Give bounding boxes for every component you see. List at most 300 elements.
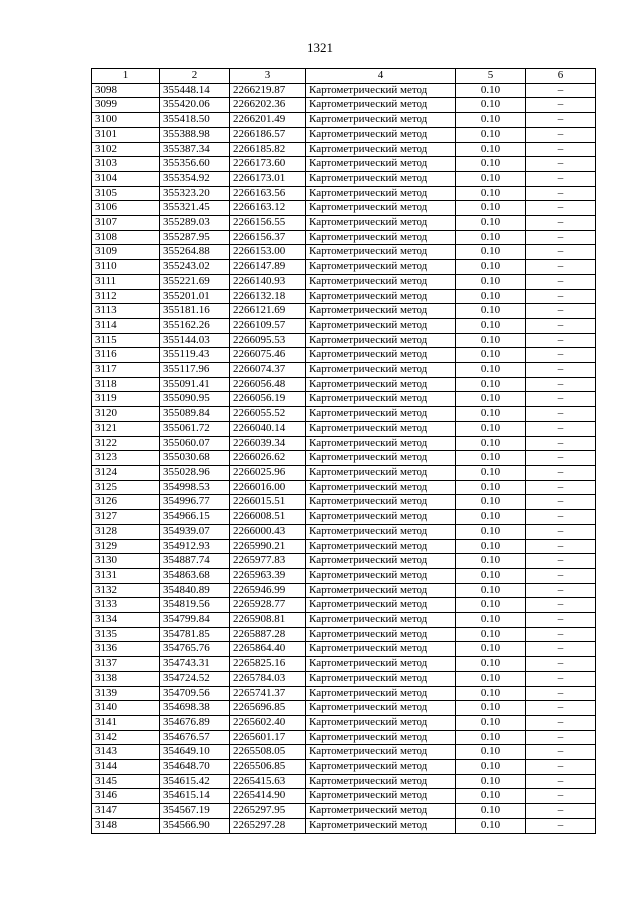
x-coordinate-cell: 354615.14 [160, 789, 230, 804]
y-coordinate-cell: 2265825.16 [230, 657, 306, 672]
point-number-cell: 3142 [92, 730, 160, 745]
point-number-cell: 3100 [92, 113, 160, 128]
point-number-cell: 3138 [92, 671, 160, 686]
table-row [92, 804, 596, 819]
note-cell: – [526, 230, 596, 245]
method-cell: Картометрический метод [306, 363, 456, 378]
note-cell: – [526, 465, 596, 480]
x-coordinate-cell: 354819.56 [160, 598, 230, 613]
y-coordinate-cell: 2266040.14 [230, 421, 306, 436]
table-row [92, 421, 596, 436]
table-row [92, 304, 596, 319]
note-cell: – [526, 686, 596, 701]
x-coordinate-cell: 354998.53 [160, 480, 230, 495]
error-cell: 0.10 [456, 142, 526, 157]
table-row [92, 818, 596, 833]
error-cell: 0.10 [456, 171, 526, 186]
x-coordinate-cell: 355321.45 [160, 201, 230, 216]
method-cell: Картометрический метод [306, 171, 456, 186]
note-cell: – [526, 201, 596, 216]
x-coordinate-cell: 355162.26 [160, 318, 230, 333]
note-cell: – [526, 701, 596, 716]
point-number-cell: 3102 [92, 142, 160, 157]
point-number-cell: 3134 [92, 613, 160, 628]
point-number-cell: 3128 [92, 524, 160, 539]
error-cell: 0.10 [456, 583, 526, 598]
table-row [92, 715, 596, 730]
note-cell: – [526, 524, 596, 539]
method-cell: Картометрический метод [306, 274, 456, 289]
error-cell: 0.10 [456, 363, 526, 378]
column-header-5: 5 [456, 69, 526, 84]
point-number-cell: 3108 [92, 230, 160, 245]
note-cell: – [526, 583, 596, 598]
table-row [92, 407, 596, 422]
method-cell: Картометрический метод [306, 421, 456, 436]
method-cell: Картометрический метод [306, 245, 456, 260]
point-number-cell: 3115 [92, 333, 160, 348]
error-cell: 0.10 [456, 333, 526, 348]
table-row [92, 701, 596, 716]
table-row [92, 613, 596, 628]
y-coordinate-cell: 2265990.21 [230, 539, 306, 554]
method-cell: Картометрический метод [306, 686, 456, 701]
error-cell: 0.10 [456, 715, 526, 730]
point-number-cell: 3123 [92, 451, 160, 466]
note-cell: – [526, 392, 596, 407]
x-coordinate-cell: 354799.84 [160, 613, 230, 628]
x-coordinate-cell: 354615.42 [160, 774, 230, 789]
point-number-cell: 3132 [92, 583, 160, 598]
error-cell: 0.10 [456, 421, 526, 436]
y-coordinate-cell: 2266075.46 [230, 348, 306, 363]
table-row [92, 510, 596, 525]
point-number-cell: 3137 [92, 657, 160, 672]
x-coordinate-cell: 355028.96 [160, 465, 230, 480]
error-cell: 0.10 [456, 260, 526, 275]
table-row [92, 260, 596, 275]
table-row [92, 230, 596, 245]
method-cell: Картометрический метод [306, 539, 456, 554]
x-coordinate-cell: 354698.38 [160, 701, 230, 716]
y-coordinate-cell: 2266016.00 [230, 480, 306, 495]
table-row [92, 774, 596, 789]
note-cell: – [526, 642, 596, 657]
table-row [92, 760, 596, 775]
method-cell: Картометрический метод [306, 392, 456, 407]
table-row [92, 436, 596, 451]
error-cell: 0.10 [456, 201, 526, 216]
x-coordinate-cell: 355387.34 [160, 142, 230, 157]
point-number-cell: 3121 [92, 421, 160, 436]
error-cell: 0.10 [456, 774, 526, 789]
method-cell: Картометрический метод [306, 568, 456, 583]
method-cell: Картометрический метод [306, 701, 456, 716]
error-cell: 0.10 [456, 230, 526, 245]
note-cell: – [526, 348, 596, 363]
point-number-cell: 3099 [92, 98, 160, 113]
table-body [92, 83, 596, 833]
point-number-cell: 3103 [92, 157, 160, 172]
table-row [92, 245, 596, 260]
note-cell: – [526, 260, 596, 275]
y-coordinate-cell: 2266074.37 [230, 363, 306, 378]
error-cell: 0.10 [456, 289, 526, 304]
x-coordinate-cell: 355117.96 [160, 363, 230, 378]
y-coordinate-cell: 2266109.57 [230, 318, 306, 333]
error-cell: 0.10 [456, 524, 526, 539]
note-cell: – [526, 657, 596, 672]
note-cell: – [526, 289, 596, 304]
error-cell: 0.10 [456, 98, 526, 113]
method-cell: Картометрический метод [306, 510, 456, 525]
table-row [92, 745, 596, 760]
note-cell: – [526, 539, 596, 554]
note-cell: – [526, 186, 596, 201]
point-number-cell: 3124 [92, 465, 160, 480]
y-coordinate-cell: 2265414.90 [230, 789, 306, 804]
table-row [92, 392, 596, 407]
point-number-cell: 3116 [92, 348, 160, 363]
point-number-cell: 3146 [92, 789, 160, 804]
y-coordinate-cell: 2266219.87 [230, 83, 306, 98]
y-coordinate-cell: 2266015.51 [230, 495, 306, 510]
x-coordinate-cell: 355289.03 [160, 216, 230, 231]
point-number-cell: 3148 [92, 818, 160, 833]
column-header-2: 2 [160, 69, 230, 84]
x-coordinate-cell: 354649.10 [160, 745, 230, 760]
table-row [92, 157, 596, 172]
error-cell: 0.10 [456, 274, 526, 289]
error-cell: 0.10 [456, 657, 526, 672]
error-cell: 0.10 [456, 671, 526, 686]
method-cell: Картометрический метод [306, 495, 456, 510]
table-row [92, 671, 596, 686]
table-row [92, 642, 596, 657]
x-coordinate-cell: 354567.19 [160, 804, 230, 819]
table-row [92, 598, 596, 613]
method-cell: Картометрический метод [306, 98, 456, 113]
error-cell: 0.10 [456, 495, 526, 510]
x-coordinate-cell: 355089.84 [160, 407, 230, 422]
error-cell: 0.10 [456, 480, 526, 495]
point-number-cell: 3139 [92, 686, 160, 701]
y-coordinate-cell: 2265908.81 [230, 613, 306, 628]
point-number-cell: 3147 [92, 804, 160, 819]
error-cell: 0.10 [456, 539, 526, 554]
error-cell: 0.10 [456, 568, 526, 583]
y-coordinate-cell: 2265887.28 [230, 627, 306, 642]
point-number-cell: 3112 [92, 289, 160, 304]
y-coordinate-cell: 2266173.01 [230, 171, 306, 186]
method-cell: Картометрический метод [306, 436, 456, 451]
x-coordinate-cell: 355091.41 [160, 377, 230, 392]
method-cell: Картометрический метод [306, 318, 456, 333]
x-coordinate-cell: 354887.74 [160, 554, 230, 569]
table-row [92, 627, 596, 642]
method-cell: Картометрический метод [306, 304, 456, 319]
x-coordinate-cell: 354648.70 [160, 760, 230, 775]
method-cell: Картометрический метод [306, 465, 456, 480]
method-cell: Картометрический метод [306, 260, 456, 275]
y-coordinate-cell: 2265928.77 [230, 598, 306, 613]
error-cell: 0.10 [456, 186, 526, 201]
point-number-cell: 3114 [92, 318, 160, 333]
y-coordinate-cell: 2265601.17 [230, 730, 306, 745]
point-number-cell: 3143 [92, 745, 160, 760]
method-cell: Картометрический метод [306, 113, 456, 128]
error-cell: 0.10 [456, 642, 526, 657]
method-cell: Картометрический метод [306, 127, 456, 142]
point-number-cell: 3126 [92, 495, 160, 510]
error-cell: 0.10 [456, 804, 526, 819]
point-number-cell: 3135 [92, 627, 160, 642]
table-row [92, 348, 596, 363]
point-number-cell: 3145 [92, 774, 160, 789]
error-cell: 0.10 [456, 318, 526, 333]
x-coordinate-cell: 354966.15 [160, 510, 230, 525]
error-cell: 0.10 [456, 760, 526, 775]
method-cell: Картометрический метод [306, 186, 456, 201]
table-row [92, 98, 596, 113]
error-cell: 0.10 [456, 157, 526, 172]
x-coordinate-cell: 354566.90 [160, 818, 230, 833]
table-row [92, 363, 596, 378]
y-coordinate-cell: 2266201.49 [230, 113, 306, 128]
table-row [92, 171, 596, 186]
method-cell: Картометрический метод [306, 142, 456, 157]
x-coordinate-cell: 355448.14 [160, 83, 230, 98]
x-coordinate-cell: 355061.72 [160, 421, 230, 436]
point-number-cell: 3105 [92, 186, 160, 201]
table-row [92, 583, 596, 598]
y-coordinate-cell: 2266095.53 [230, 333, 306, 348]
x-coordinate-cell: 355356.60 [160, 157, 230, 172]
note-cell: – [526, 304, 596, 319]
x-coordinate-cell: 355221.69 [160, 274, 230, 289]
point-number-cell: 3118 [92, 377, 160, 392]
method-cell: Картометрический метод [306, 407, 456, 422]
point-number-cell: 3144 [92, 760, 160, 775]
table-row [92, 186, 596, 201]
y-coordinate-cell: 2266000.43 [230, 524, 306, 539]
error-cell: 0.10 [456, 818, 526, 833]
method-cell: Картометрический метод [306, 524, 456, 539]
point-number-cell: 3104 [92, 171, 160, 186]
point-number-cell: 3141 [92, 715, 160, 730]
x-coordinate-cell: 354939.07 [160, 524, 230, 539]
x-coordinate-cell: 354743.31 [160, 657, 230, 672]
method-cell: Картометрический метод [306, 657, 456, 672]
table-row [92, 465, 596, 480]
note-cell: – [526, 789, 596, 804]
method-cell: Картометрический метод [306, 583, 456, 598]
y-coordinate-cell: 2266008.51 [230, 510, 306, 525]
note-cell: – [526, 613, 596, 628]
method-cell: Картометрический метод [306, 745, 456, 760]
y-coordinate-cell: 2266132.18 [230, 289, 306, 304]
y-coordinate-cell: 2265415.63 [230, 774, 306, 789]
y-coordinate-cell: 2266039.34 [230, 436, 306, 451]
note-cell: – [526, 216, 596, 231]
note-cell: – [526, 407, 596, 422]
table-row [92, 289, 596, 304]
note-cell: – [526, 274, 596, 289]
x-coordinate-cell: 355323.20 [160, 186, 230, 201]
y-coordinate-cell: 2266056.48 [230, 377, 306, 392]
x-coordinate-cell: 354676.89 [160, 715, 230, 730]
column-header-4: 4 [306, 69, 456, 84]
point-number-cell: 3098 [92, 83, 160, 98]
method-cell: Картометрический метод [306, 774, 456, 789]
method-cell: Картометрический метод [306, 760, 456, 775]
y-coordinate-cell: 2266185.82 [230, 142, 306, 157]
point-number-cell: 3130 [92, 554, 160, 569]
method-cell: Картометрический метод [306, 554, 456, 569]
note-cell: – [526, 451, 596, 466]
error-cell: 0.10 [456, 627, 526, 642]
y-coordinate-cell: 2266140.93 [230, 274, 306, 289]
note-cell: – [526, 333, 596, 348]
method-cell: Картометрический метод [306, 598, 456, 613]
y-coordinate-cell: 2265508.05 [230, 745, 306, 760]
x-coordinate-cell: 355388.98 [160, 127, 230, 142]
method-cell: Картометрический метод [306, 642, 456, 657]
note-cell: – [526, 318, 596, 333]
method-cell: Картометрический метод [306, 730, 456, 745]
table-row [92, 113, 596, 128]
method-cell: Картометрический метод [306, 83, 456, 98]
error-cell: 0.10 [456, 613, 526, 628]
y-coordinate-cell: 2266173.60 [230, 157, 306, 172]
note-cell: – [526, 480, 596, 495]
table-row [92, 730, 596, 745]
note-cell: – [526, 157, 596, 172]
error-cell: 0.10 [456, 348, 526, 363]
x-coordinate-cell: 355060.07 [160, 436, 230, 451]
y-coordinate-cell: 2266147.89 [230, 260, 306, 275]
y-coordinate-cell: 2266202.36 [230, 98, 306, 113]
point-number-cell: 3110 [92, 260, 160, 275]
error-cell: 0.10 [456, 304, 526, 319]
note-cell: – [526, 804, 596, 819]
header-row [92, 69, 596, 84]
point-number-cell: 3107 [92, 216, 160, 231]
error-cell: 0.10 [456, 701, 526, 716]
table-row [92, 83, 596, 98]
y-coordinate-cell: 2265784.03 [230, 671, 306, 686]
y-coordinate-cell: 2266163.56 [230, 186, 306, 201]
y-coordinate-cell: 2266055.52 [230, 407, 306, 422]
x-coordinate-cell: 355418.50 [160, 113, 230, 128]
point-number-cell: 3101 [92, 127, 160, 142]
note-cell: – [526, 171, 596, 186]
y-coordinate-cell: 2265696.85 [230, 701, 306, 716]
method-cell: Картометрический метод [306, 216, 456, 231]
method-cell: Картометрический метод [306, 333, 456, 348]
y-coordinate-cell: 2266153.00 [230, 245, 306, 260]
error-cell: 0.10 [456, 745, 526, 760]
point-number-cell: 3122 [92, 436, 160, 451]
note-cell: – [526, 598, 596, 613]
x-coordinate-cell: 354709.56 [160, 686, 230, 701]
point-number-cell: 3133 [92, 598, 160, 613]
note-cell: – [526, 568, 596, 583]
note-cell: – [526, 760, 596, 775]
error-cell: 0.10 [456, 377, 526, 392]
method-cell: Картометрический метод [306, 157, 456, 172]
x-coordinate-cell: 355090.95 [160, 392, 230, 407]
x-coordinate-cell: 354863.68 [160, 568, 230, 583]
table-row [92, 657, 596, 672]
y-coordinate-cell: 2266026.62 [230, 451, 306, 466]
column-header-6: 6 [526, 69, 596, 84]
y-coordinate-cell: 2265506.85 [230, 760, 306, 775]
y-coordinate-cell: 2265977.83 [230, 554, 306, 569]
note-cell: – [526, 671, 596, 686]
y-coordinate-cell: 2265602.40 [230, 715, 306, 730]
table-row [92, 539, 596, 554]
y-coordinate-cell: 2266025.96 [230, 465, 306, 480]
column-header-1: 1 [92, 69, 160, 84]
note-cell: – [526, 245, 596, 260]
column-header-3: 3 [230, 69, 306, 84]
error-cell: 0.10 [456, 554, 526, 569]
error-cell: 0.10 [456, 465, 526, 480]
note-cell: – [526, 377, 596, 392]
method-cell: Картометрический метод [306, 230, 456, 245]
note-cell: – [526, 363, 596, 378]
error-cell: 0.10 [456, 451, 526, 466]
coordinates-table [91, 68, 596, 834]
method-cell: Картометрический метод [306, 451, 456, 466]
error-cell: 0.10 [456, 245, 526, 260]
error-cell: 0.10 [456, 436, 526, 451]
method-cell: Картометрический метод [306, 289, 456, 304]
table-row [92, 142, 596, 157]
x-coordinate-cell: 354996.77 [160, 495, 230, 510]
note-cell: – [526, 774, 596, 789]
y-coordinate-cell: 2265297.95 [230, 804, 306, 819]
x-coordinate-cell: 355264.88 [160, 245, 230, 260]
table-row [92, 216, 596, 231]
method-cell: Картометрический метод [306, 671, 456, 686]
x-coordinate-cell: 354840.89 [160, 583, 230, 598]
table-row [92, 318, 596, 333]
method-cell: Картометрический метод [306, 715, 456, 730]
y-coordinate-cell: 2265297.28 [230, 818, 306, 833]
error-cell: 0.10 [456, 730, 526, 745]
note-cell: – [526, 83, 596, 98]
error-cell: 0.10 [456, 789, 526, 804]
method-cell: Картометрический метод [306, 804, 456, 819]
method-cell: Картометрический метод [306, 613, 456, 628]
note-cell: – [526, 127, 596, 142]
method-cell: Картометрический метод [306, 201, 456, 216]
note-cell: – [526, 715, 596, 730]
point-number-cell: 3109 [92, 245, 160, 260]
note-cell: – [526, 554, 596, 569]
y-coordinate-cell: 2265741.37 [230, 686, 306, 701]
y-coordinate-cell: 2266056.19 [230, 392, 306, 407]
point-number-cell: 3117 [92, 363, 160, 378]
error-cell: 0.10 [456, 510, 526, 525]
table-row [92, 377, 596, 392]
y-coordinate-cell: 2265946.99 [230, 583, 306, 598]
x-coordinate-cell: 355354.92 [160, 171, 230, 186]
y-coordinate-cell: 2265864.40 [230, 642, 306, 657]
error-cell: 0.10 [456, 598, 526, 613]
